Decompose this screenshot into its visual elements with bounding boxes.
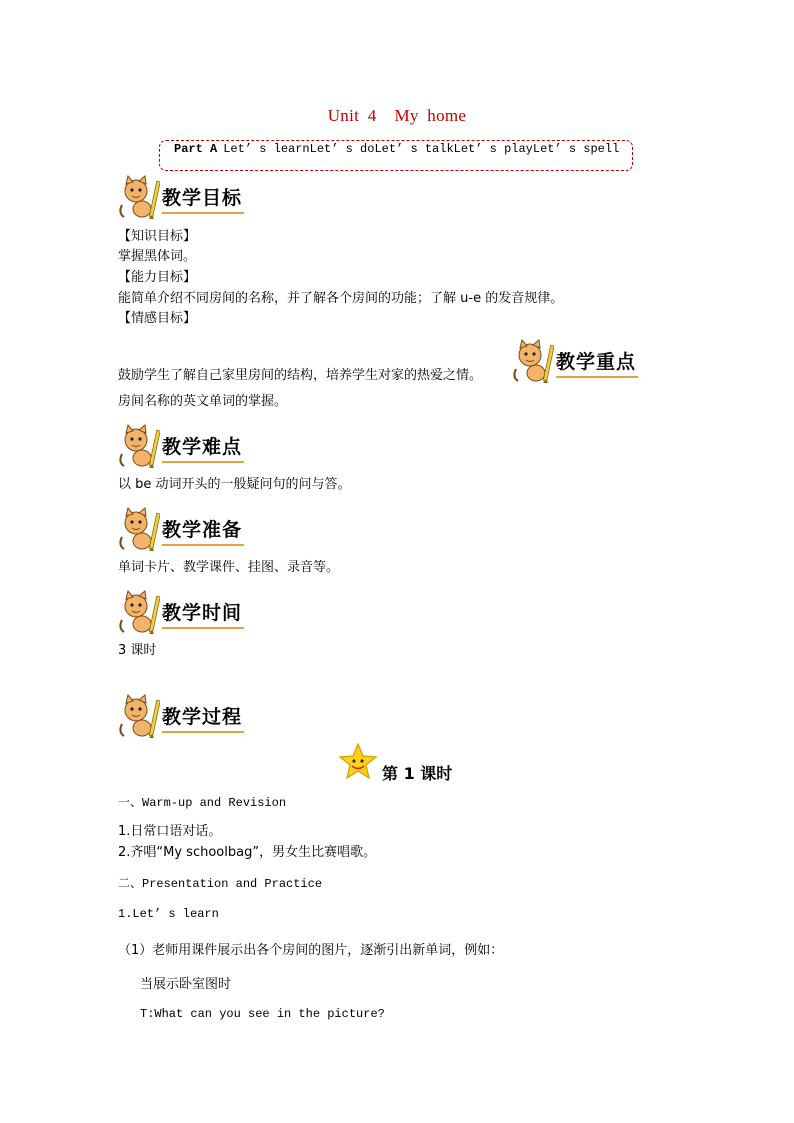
ability-goal-text: 能简单介绍不同房间的名称，并了解各个房间的功能；了解 u-e 的发音规律。: [118, 291, 564, 306]
teacher-question: T:What can you see in the picture?: [140, 1007, 385, 1021]
document-title: [0, 106, 794, 126]
section-title-goals: 教学目标: [162, 183, 244, 214]
part-box: [159, 140, 633, 171]
preparation-text: 单词卡片、教学课件、挂图、录音等。: [118, 560, 340, 575]
difficulties-text: 以 be 动词开头的一般疑问句的问与答。: [118, 477, 351, 492]
lesson-title: 第 1 课时: [382, 764, 453, 783]
emotion-goal-text: 鼓励学生了解自己家里房间的结构，培养学生对家的热爱之情。: [118, 368, 483, 383]
when-showing-text: 当展示卧室图时: [140, 977, 232, 992]
emotion-goal-label: 【情感目标】: [118, 311, 197, 326]
cat-mascot-icon: [118, 590, 160, 636]
smiling-star-icon: [337, 742, 379, 782]
part-label: Part A: [174, 142, 218, 156]
cat-mascot-icon: [118, 694, 160, 740]
step-1-item-1: 1.日常口语对话。: [118, 824, 222, 839]
section-title-difficulties: 教学难点: [162, 432, 244, 463]
unit-label: Unit 4: [327, 106, 377, 125]
section-title-preparation: 教学准备: [162, 515, 244, 546]
ability-goal-label: 【能力目标】: [118, 270, 197, 285]
key-points-text: 房间名称的英文单词的掌握。: [118, 394, 288, 409]
cat-mascot-icon: [118, 424, 160, 470]
step-1-heading: 一、Warm-up and Revision: [118, 796, 287, 810]
step-2-heading: 二、Presentation and Practice: [118, 877, 323, 891]
unit-name: My home: [394, 106, 467, 125]
cat-mascot-icon: [512, 339, 554, 385]
section-title-process: 教学过程: [162, 702, 244, 733]
cat-mascot-icon: [118, 175, 160, 221]
knowledge-goal-text: 掌握黑体词。: [118, 249, 197, 264]
part-items: Let’ s learnLet’ s doLet’ s talkLet’ s playLet’ s spell: [223, 142, 620, 156]
section-title-time: 教学时间: [162, 598, 244, 629]
time-text: 3 课时: [118, 643, 157, 658]
step-1-item-2: 2.齐唱“My schoolbag”，男女生比赛唱歌。: [118, 845, 377, 860]
cat-mascot-icon: [118, 507, 160, 553]
step-2-1-heading: 1.Let’ s learn: [118, 907, 219, 921]
lesson-heading: [337, 742, 381, 782]
section-title-key-points: 教学重点: [556, 347, 638, 378]
step-2-1-a: （1）老师用课件展示出各个房间的图片，逐渐引出新单词，例如：: [118, 943, 504, 958]
knowledge-goal-label: 【知识目标】: [118, 229, 197, 244]
